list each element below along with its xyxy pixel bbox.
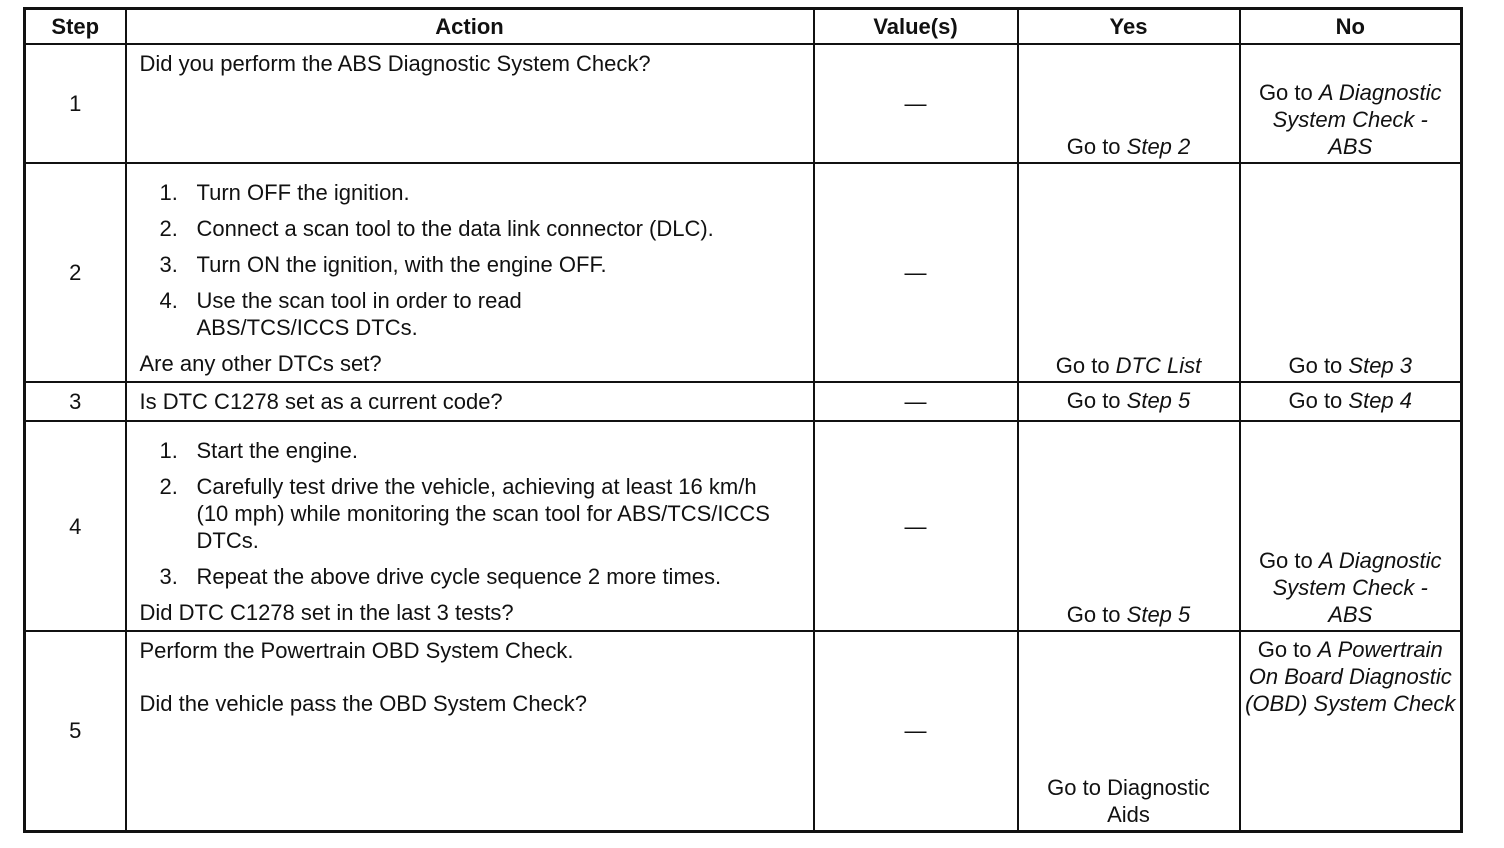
no-prefix: Go to [1258, 80, 1319, 105]
table-row [25, 44, 1462, 163]
yes-prefix: Go to [1066, 602, 1127, 627]
header-yes: Yes [1018, 9, 1240, 45]
no-link[interactable]: A Diagnostic System Check - ABS [1272, 80, 1442, 159]
no-link[interactable]: A Powertrain On Board Diagnostic (OBD) System Check [1245, 637, 1456, 716]
action-text: Perform the Powertrain OBD System Check. [139, 638, 574, 663]
list-item-text: Turn OFF the ignition. [196, 180, 410, 205]
no-cell [1240, 421, 1462, 631]
list-item-text: Connect a scan tool to the data link connector (DLC). [196, 216, 714, 241]
yes-link[interactable]: Step 5 [1126, 602, 1191, 627]
yes-prefix: Go to [1066, 134, 1127, 159]
action-cell [126, 421, 814, 631]
list-item-number: 1. [159, 180, 178, 205]
list-item-number: 4. [159, 288, 178, 313]
no-cell [1240, 163, 1462, 382]
action-cell [126, 631, 814, 831]
list-item-text: Start the engine. [196, 438, 358, 463]
value-cell: — [814, 382, 1018, 421]
no-prefix: Go to [1257, 637, 1318, 662]
value-cell: — [814, 421, 1018, 631]
action-cell [126, 382, 814, 421]
no-prefix: Go to [1288, 353, 1349, 378]
yes-link[interactable]: Go to Diagnostic Aids [1047, 774, 1210, 827]
list-item [140, 437, 805, 464]
action-steps-list [140, 437, 805, 590]
yes-cell [1018, 44, 1240, 163]
no-link[interactable]: A Diagnostic System Check - ABS [1272, 548, 1442, 627]
value-cell: — [814, 631, 1018, 831]
list-item-text: Carefully test drive the vehicle, achieving at least 16 km/h (10 mph) while monitoring the scan tool for ABS/TCS/ICCS DTCs. [196, 474, 770, 553]
diagnostic-table [23, 7, 1463, 833]
table-row [25, 382, 1462, 421]
action-cell [126, 163, 814, 382]
header-row [25, 9, 1462, 45]
yes-cell [1018, 421, 1240, 631]
action-text: Is DTC C1278 set as a current code? [139, 389, 503, 414]
header-no: No [1240, 9, 1462, 45]
no-link[interactable]: Step 3 [1348, 353, 1413, 378]
no-cell [1240, 44, 1462, 163]
table-row [25, 163, 1462, 382]
action-question: Are any other DTCs set? [139, 351, 382, 376]
list-item-number: 2. [159, 474, 178, 499]
list-item-number: 3. [159, 252, 178, 277]
list-item [140, 251, 805, 278]
yes-cell [1018, 163, 1240, 382]
step-number: 4 [25, 421, 126, 631]
list-item-number: 3. [159, 564, 178, 589]
step-number: 3 [25, 382, 126, 421]
header-step: Step [25, 9, 126, 45]
table-row [25, 631, 1462, 831]
yes-prefix: Go to [1055, 353, 1116, 378]
header-values: Value(s) [814, 9, 1018, 45]
yes-prefix: Go to [1066, 388, 1127, 413]
no-cell [1240, 382, 1462, 421]
value-cell: — [814, 44, 1018, 163]
yes-link[interactable]: Step 5 [1126, 388, 1191, 413]
action-question: Did DTC C1278 set in the last 3 tests? [139, 600, 514, 625]
list-item [140, 179, 805, 206]
list-item-text: Use the scan tool in order to read ABS/TCS/ICCS DTCs. [196, 288, 522, 340]
list-item [140, 215, 805, 242]
list-item [140, 473, 805, 554]
list-item [140, 287, 805, 341]
list-item-text: Turn ON the ignition, with the engine OFF. [196, 252, 607, 277]
action-question: Did the vehicle pass the OBD System Check? [139, 691, 588, 716]
header-action: Action [126, 9, 814, 45]
yes-cell [1018, 631, 1240, 831]
no-prefix: Go to [1288, 388, 1349, 413]
list-item-text: Repeat the above drive cycle sequence 2 more times. [196, 564, 722, 589]
action-cell [126, 44, 814, 163]
list-item-number: 1. [159, 438, 178, 463]
action-text: Did you perform the ABS Diagnostic System Check? [139, 51, 651, 76]
list-item-number: 2. [159, 216, 178, 241]
yes-link[interactable]: DTC List [1115, 353, 1202, 378]
value-cell: — [814, 163, 1018, 382]
step-number: 2 [25, 163, 126, 382]
step-number: 1 [25, 44, 126, 163]
list-item [140, 563, 805, 590]
no-prefix: Go to [1258, 548, 1319, 573]
no-cell [1240, 631, 1462, 831]
step-number: 5 [25, 631, 126, 831]
table-row [25, 421, 1462, 631]
spacer [140, 664, 805, 690]
yes-cell [1018, 382, 1240, 421]
action-steps-list [140, 179, 805, 341]
yes-link[interactable]: Step 2 [1126, 134, 1191, 159]
no-link[interactable]: Step 4 [1348, 388, 1413, 413]
